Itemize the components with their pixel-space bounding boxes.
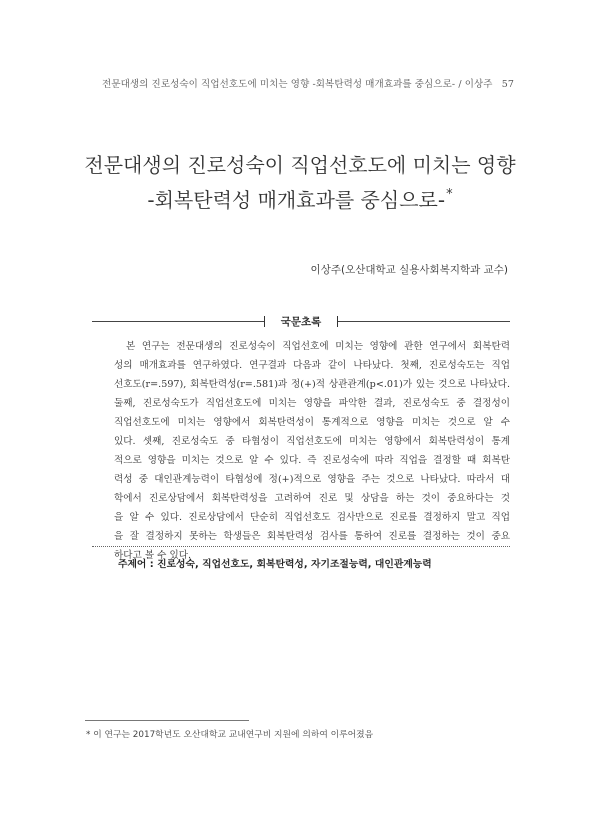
abstract-line: 직업선호도에 미치는 영향에서 회복탄력성이 통계적으로 영향을 미치는 것으로 알 수 [114, 417, 510, 428]
abstract-line: 력성 중 대인관계능력이 타협성에 정(+)적으로 영향을 주는 것으로 나타났다. 따라서 대 [114, 474, 510, 485]
running-title: 전문대생의 진로성숙이 직업선호도에 미치는 영향 -회복탄력성 매개효과를 중심으로- / 이상주 [102, 79, 493, 90]
subtitle-text: -회복탄력성 매개효과를 중심으로- [147, 188, 446, 212]
keywords-divider [92, 546, 510, 548]
title-footnote-mark: * [446, 187, 453, 202]
keywords: 주제어 : 진로성숙, 직업선호도, 회복탄력성, 자기조절능력, 대인관계능력 [118, 559, 432, 570]
title-line-2 [0, 180, 600, 215]
title-line-1: 전문대생의 진로성숙이 직업선호도에 미치는 영향 [84, 153, 516, 177]
footnote-divider [85, 720, 249, 721]
abstract-line: 둘째, 진로성숙도가 직업선호도에 미치는 영향을 파악한 결과, 진로성숙도 중 결정성이 [114, 398, 510, 409]
abstract-line: 을 잘 결정하지 못하는 학생들은 회복탄력성 검사를 통하여 진로를 결정하는 것이 중요 [114, 531, 510, 542]
abstract-body [114, 337, 510, 565]
footnote [86, 727, 373, 740]
abstract-line: 있다. 셋째, 진로성숙도 중 타협성이 직업선호도에 미치는 영향에서 회복탄력성이 통계 [114, 436, 510, 447]
footnote-mark: * [86, 730, 91, 740]
abstract-line: 본 연구는 전문대생의 진로성숙이 직업선호에 미치는 영향에 관한 연구에서 회복탄력 [126, 341, 510, 352]
abstract-heading-bar [92, 314, 510, 330]
page-number: 57 [501, 79, 514, 90]
abstract-line: 학에서 진로상담에서 회복탄력성을 고려하여 진로 및 상담을 하는 것이 중요하다는 것 [114, 493, 510, 504]
abstract-line: 성의 매개효과를 연구하였다. 연구결과 다음과 같이 나타났다. 첫째, 진로성숙도는 직업 [114, 360, 510, 371]
abstract-line: 선호도(r=.597), 회복탄력성(r=.581)과 정(+)적 상관관계(p<.01)가 있는 것으로 나타났다. [114, 379, 510, 390]
abstract-line: 을 알 수 있다. 진로상담에서 단순히 직업선호도 검사만으로 진로를 결정하지 말고 직업 [114, 512, 510, 523]
abstract-heading: 국문초록 [280, 316, 322, 328]
paper-title [0, 150, 600, 215]
author-affiliation: 이상주(오산대학교 실용사회복지학과 교수) [310, 264, 508, 276]
abstract-line: 하다고 볼 수 있다. [114, 550, 192, 561]
heading-rule-right [338, 321, 510, 322]
abstract-line: 적으로 영향을 미치는 것으로 알 수 있다. 즉 진로성숙에 따라 직업을 결정할 때 회복탄 [114, 455, 510, 466]
running-header [102, 76, 514, 90]
footnote-text: 이 연구는 2017학년도 오산대학교 교내연구비 지원에 의하여 이루어졌음 [93, 730, 374, 740]
